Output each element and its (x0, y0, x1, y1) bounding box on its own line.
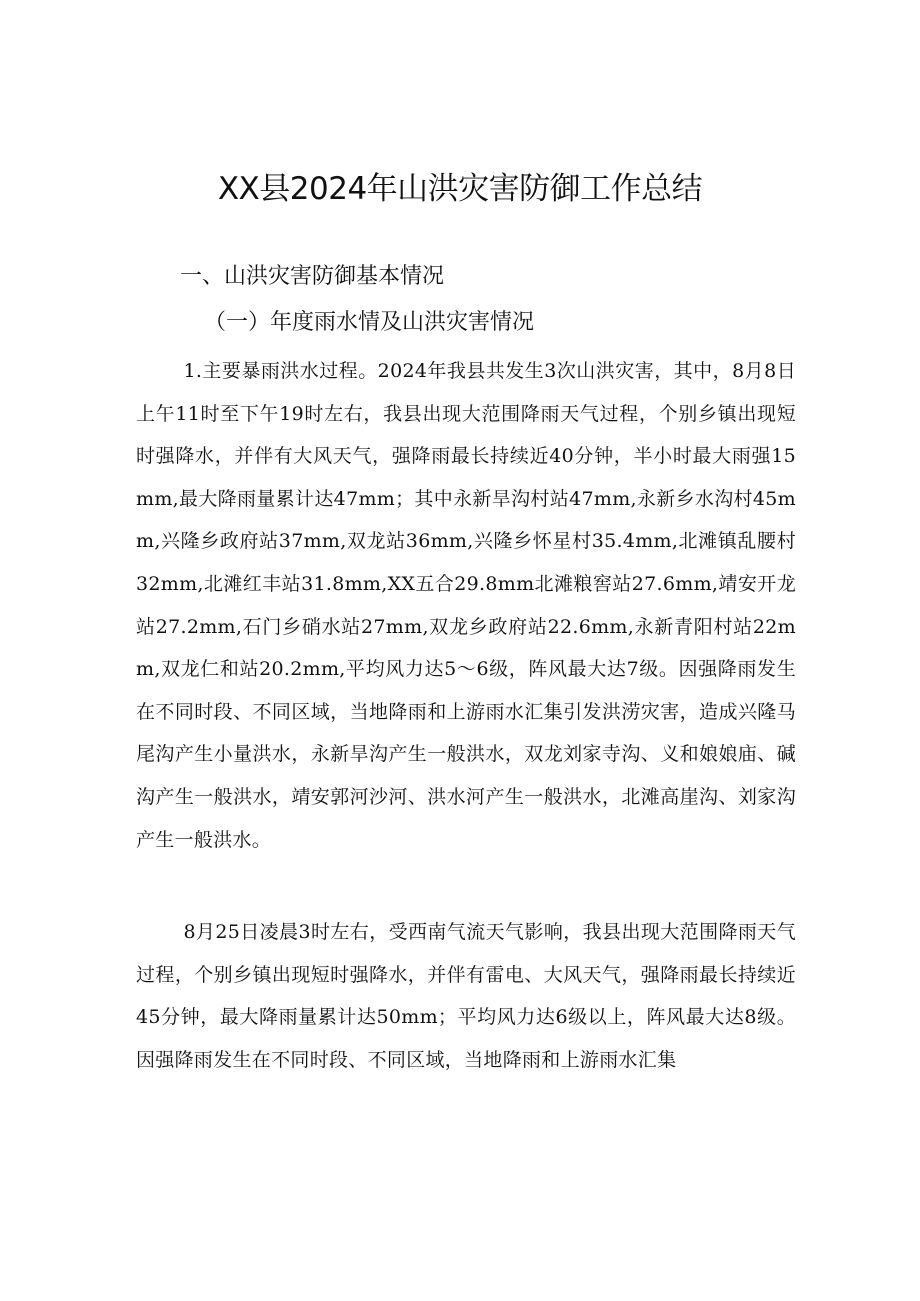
document-title: XX县2024年山洪灾害防御工作总结 (217, 171, 703, 207)
body-paragraph: 8月25日凌晨3时左右，受西南气流天气影响，我县出现大范围降雨天气过程，个别乡镇出现短时强降水，并伴有雷电、大风天气，强降雨最长持续近45分钟，最大降雨量累计达50mm；平均风力达6级以上，阵风最大达8级。因强降雨发生在不同时段、不同区域，当地降雨和上游雨水汇集 (136, 921, 796, 1071)
body-paragraph: 1.主要暴雨洪水过程。2024年我县共发生3次山洪灾害，其中，8月8日上午11时至下午19时左右，我县出现大范围降雨天气过程，个别乡镇出现短时强降水，并伴有大风天气，强降雨最长持续近40分钟，半小时最大雨强15mm,最大降雨量累计达47mm；其中永新旱沟村站47mm,永新乡水沟村45mm,兴隆乡政府站37mm,双龙站36mm,兴隆乡怀星村35.4mm,北滩镇乱腰村32mm,北滩红丰站31.8mm,XX五合29.8mm北滩粮窖站27.6mm,靖安开龙站27.2mm,石门乡硝水站27mm,双龙乡政府站22.6mm,永新青阳村站22mm,双龙仁和站20.2mm,平均风力达5～6级，阵风最大达7级。因强降雨发生在不同时段、不同区域，当地降雨和上游雨水汇集引发洪涝灾害，造成兴隆马尾沟产生小量洪水，永新旱沟产生一般洪水，双龙刘家寺沟、义和娘娘庙、碱沟产生一般洪水，靖安郭河沙河、洪水河产生一般洪水，北滩高崖沟、刘家沟产生一般洪水。 (136, 360, 796, 851)
subsection-heading: （一）年度雨水情及山洪灾害情况 (204, 310, 535, 335)
section-heading: 一、山洪灾害防御基本情况 (180, 264, 445, 289)
